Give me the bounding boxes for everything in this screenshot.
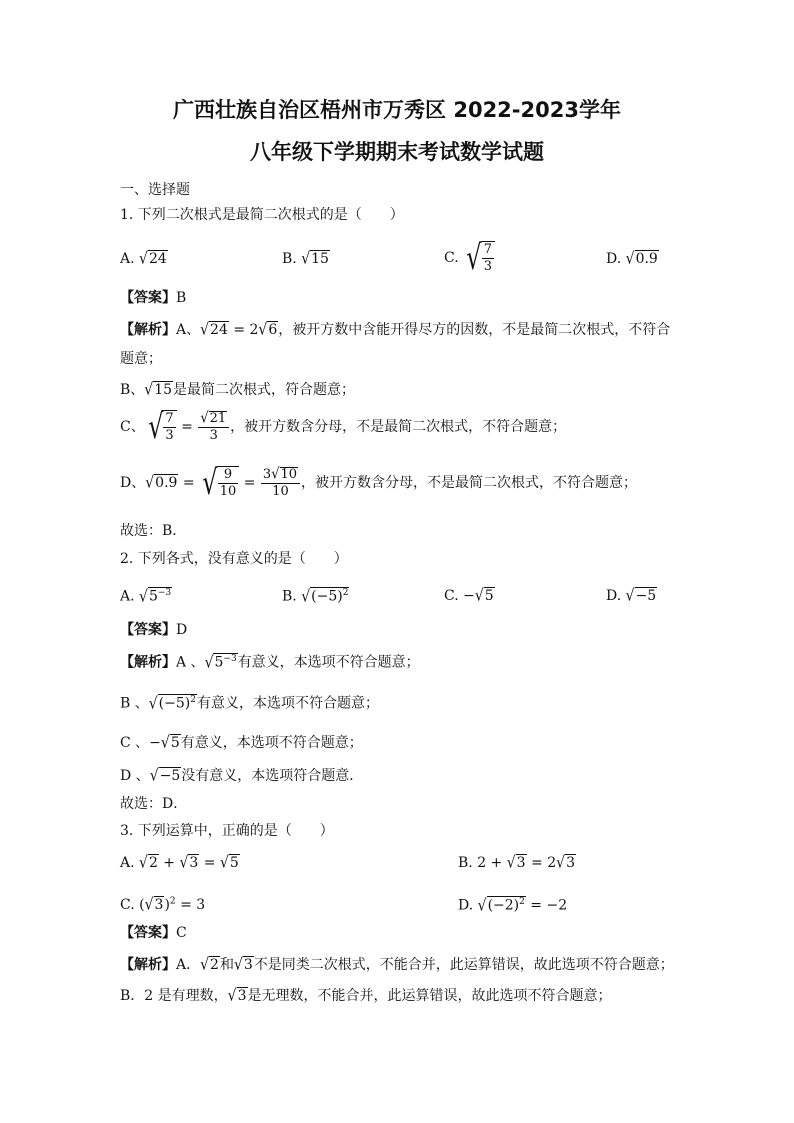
title-line-1: 广西壮族自治区梧州市万秀区 2022-2023学年: [173, 98, 621, 122]
q1-expl-a-cont: 题意；: [120, 351, 162, 367]
q3-option-a: A. √2 + √3 = √5: [120, 853, 239, 873]
title-line-2: 八年级下学期期末考试数学试题: [250, 140, 544, 164]
q2-expl-d: D 、√−5没有意义，本选项符合题意．: [120, 766, 364, 786]
q2-expl-b: B 、$√(-5)^2$有意义，本选项不符合题意；: [120, 694, 379, 713]
q1-expl-a: 【解析】A、√24 = 2√6，被开方数中含能开得尽方的因数，不是最简二次根式，不符合: [120, 320, 671, 340]
q2-option-a: A. $√5^{-3}$: [120, 587, 172, 606]
q3-answer: 【答案】C: [120, 925, 187, 941]
q1-expl-d: D、√0.9 = √ $\frac{9}{10}$ = $\frac{3√10}{10}$ ，被开方数含分母，不是最简二次根式，不符合题意；: [120, 463, 638, 503]
q1-option-d: D. √0.9: [606, 249, 658, 269]
q1-option-a: A. √24: [120, 249, 167, 269]
q1-expl-b: B、√15是最简二次根式，符合题意；: [120, 380, 356, 400]
q3-expl-b: B．2 是有理数，√3是无理数，不能合并，此运算错误，故此选项不符合题意；: [120, 986, 612, 1006]
q1-stem: 1. 下列二次根式是最简二次根式的是（ ）: [120, 207, 404, 223]
q1-conclusion: 故选：B．: [120, 523, 187, 539]
q3-expl-a: 【解析】A．√2和√3不是同类二次根式，不能合并，此运算错误，故此选项不符合题意；: [120, 955, 674, 975]
q2-stem: 2. 下列各式，没有意义的是（ ）: [120, 551, 348, 567]
q1-option-c: C. √ $\frac{7}{3}$: [444, 238, 495, 278]
q3-option-d: D. $√(-2)^2 = -2$: [458, 896, 568, 915]
q1-expl-c: C、√ $\frac{7}{3}$ = $\frac{√21}{3}$ ，被开方数含分母，不是最简二次根式，不符合题意；: [120, 407, 567, 447]
q2-answer: 【答案】D: [120, 622, 188, 638]
q1-option-b: B. √15: [282, 249, 329, 269]
q3-option-c: C. $(√3)^2 = 3$: [120, 895, 206, 915]
section-heading: 一、选择题: [120, 182, 190, 198]
q2-expl-a: 【解析】A 、$√5^{-3}$有意义，本选项不符合题意；: [120, 653, 420, 672]
q2-option-b: B. $√(-5)^2$: [282, 587, 349, 606]
q3-stem: 3. 下列运算中，正确的是（ ）: [120, 823, 334, 839]
q2-expl-c: C 、−√5有意义，本选项不符合题意；: [120, 733, 363, 753]
q2-option-d: D. √−5: [606, 586, 657, 606]
q2-conclusion: 故选：D．: [120, 796, 188, 812]
q3-option-b: B. 2 + √3 = 2√3: [458, 853, 575, 873]
q2-option-c: C. −√5: [444, 586, 494, 606]
q1-answer: 【答案】B: [120, 290, 187, 306]
